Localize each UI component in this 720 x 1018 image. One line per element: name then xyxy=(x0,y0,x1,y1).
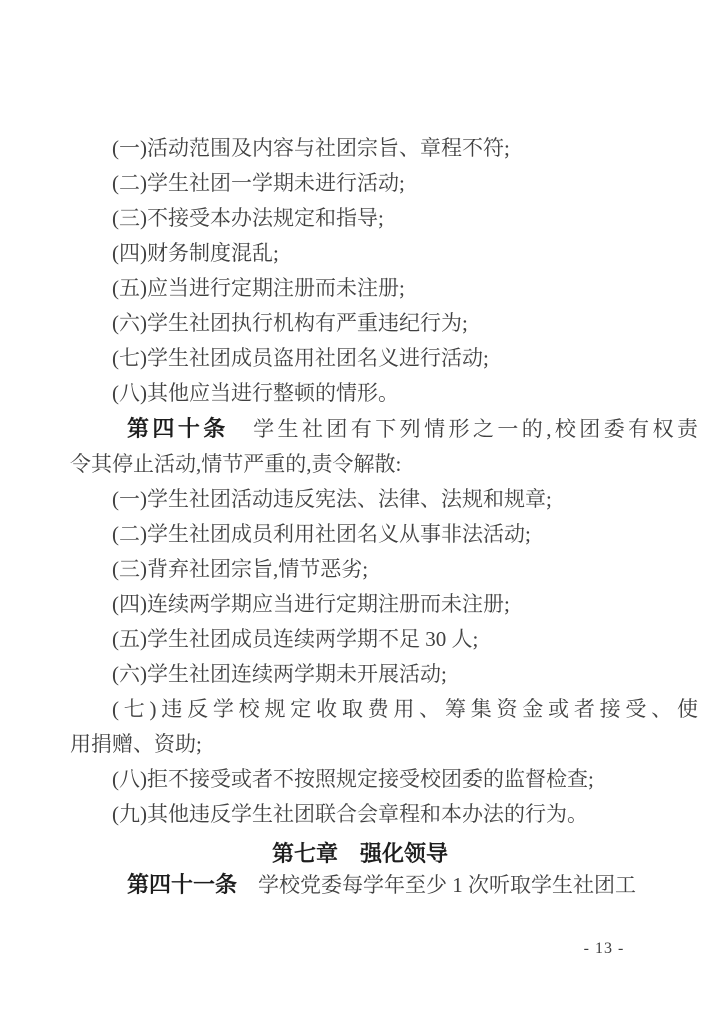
text-line xyxy=(70,797,698,832)
line-text: (七)违反学校规定收取费用、筹集资金或者接受、使 xyxy=(112,697,698,721)
text-line xyxy=(70,727,698,762)
line-text: (九)其他违反学生社团联合会章程和本办法的行为。 xyxy=(112,802,588,826)
line-text: (二)学生社团一学期未进行活动; xyxy=(112,171,405,195)
line-text: (六)学生社团连续两学期未开展活动; xyxy=(112,662,447,686)
text-line xyxy=(70,552,698,587)
line-text: (八)拒不接受或者不按照规定接受校团委的监督检查; xyxy=(112,767,594,791)
text-line xyxy=(70,622,698,657)
line-text: (一)学生社团活动违反宪法、法律、法规和规章; xyxy=(112,487,552,511)
line-text: (三)不接受本办法规定和指导; xyxy=(112,206,384,230)
article-number: 第四十一条 xyxy=(127,872,238,897)
text-line xyxy=(70,482,698,517)
line-text: 学生社团有下列情形之一的,校团委有权责 xyxy=(228,417,698,441)
line-text: (五)应当进行定期注册而未注册; xyxy=(112,276,405,300)
text-line xyxy=(70,166,698,201)
text-line xyxy=(70,306,698,341)
text-line xyxy=(70,762,698,797)
line-text: 学校党委每学年至少 1 次听取学生社团工 xyxy=(237,873,637,897)
text-line xyxy=(70,236,698,271)
line-text: 令其停止活动,情节严重的,责令解散: xyxy=(70,452,402,476)
page-number: - 13 - xyxy=(583,940,625,957)
text-line xyxy=(70,517,698,552)
text-line xyxy=(70,376,698,411)
line-text: (七)学生社团成员盗用社团名义进行活动; xyxy=(112,346,489,370)
text-line xyxy=(70,201,698,236)
text-line xyxy=(70,271,698,306)
line-text: (一)活动范围及内容与社团宗旨、章程不符; xyxy=(112,136,510,160)
text-line xyxy=(70,657,698,692)
text-line xyxy=(70,587,698,622)
line-text: (四)连续两学期应当进行定期注册而未注册; xyxy=(112,592,510,616)
line-text: (八)其他应当进行整顿的情形。 xyxy=(112,381,399,405)
document-body xyxy=(70,131,698,903)
line-text: (二)学生社团成员利用社团名义从事非法活动; xyxy=(112,522,531,546)
text-line xyxy=(70,867,698,903)
line-text: (五)学生社团成员连续两学期不足 30 人; xyxy=(112,627,479,651)
line-text: (三)背弃社团宗旨,情节恶劣; xyxy=(112,557,369,581)
article-number: 第四十条 xyxy=(127,416,229,441)
text-line xyxy=(70,692,698,727)
chapter-title: 第七章 强化领导 xyxy=(271,841,448,866)
line-text: (四)财务制度混乱; xyxy=(112,241,279,265)
line-text: (六)学生社团执行机构有严重违纪行为; xyxy=(112,311,468,335)
text-line xyxy=(70,341,698,376)
line-text: 用捐赠、资助; xyxy=(70,732,202,756)
text-line xyxy=(70,411,698,447)
text-line xyxy=(70,131,698,166)
text-line xyxy=(70,447,698,482)
